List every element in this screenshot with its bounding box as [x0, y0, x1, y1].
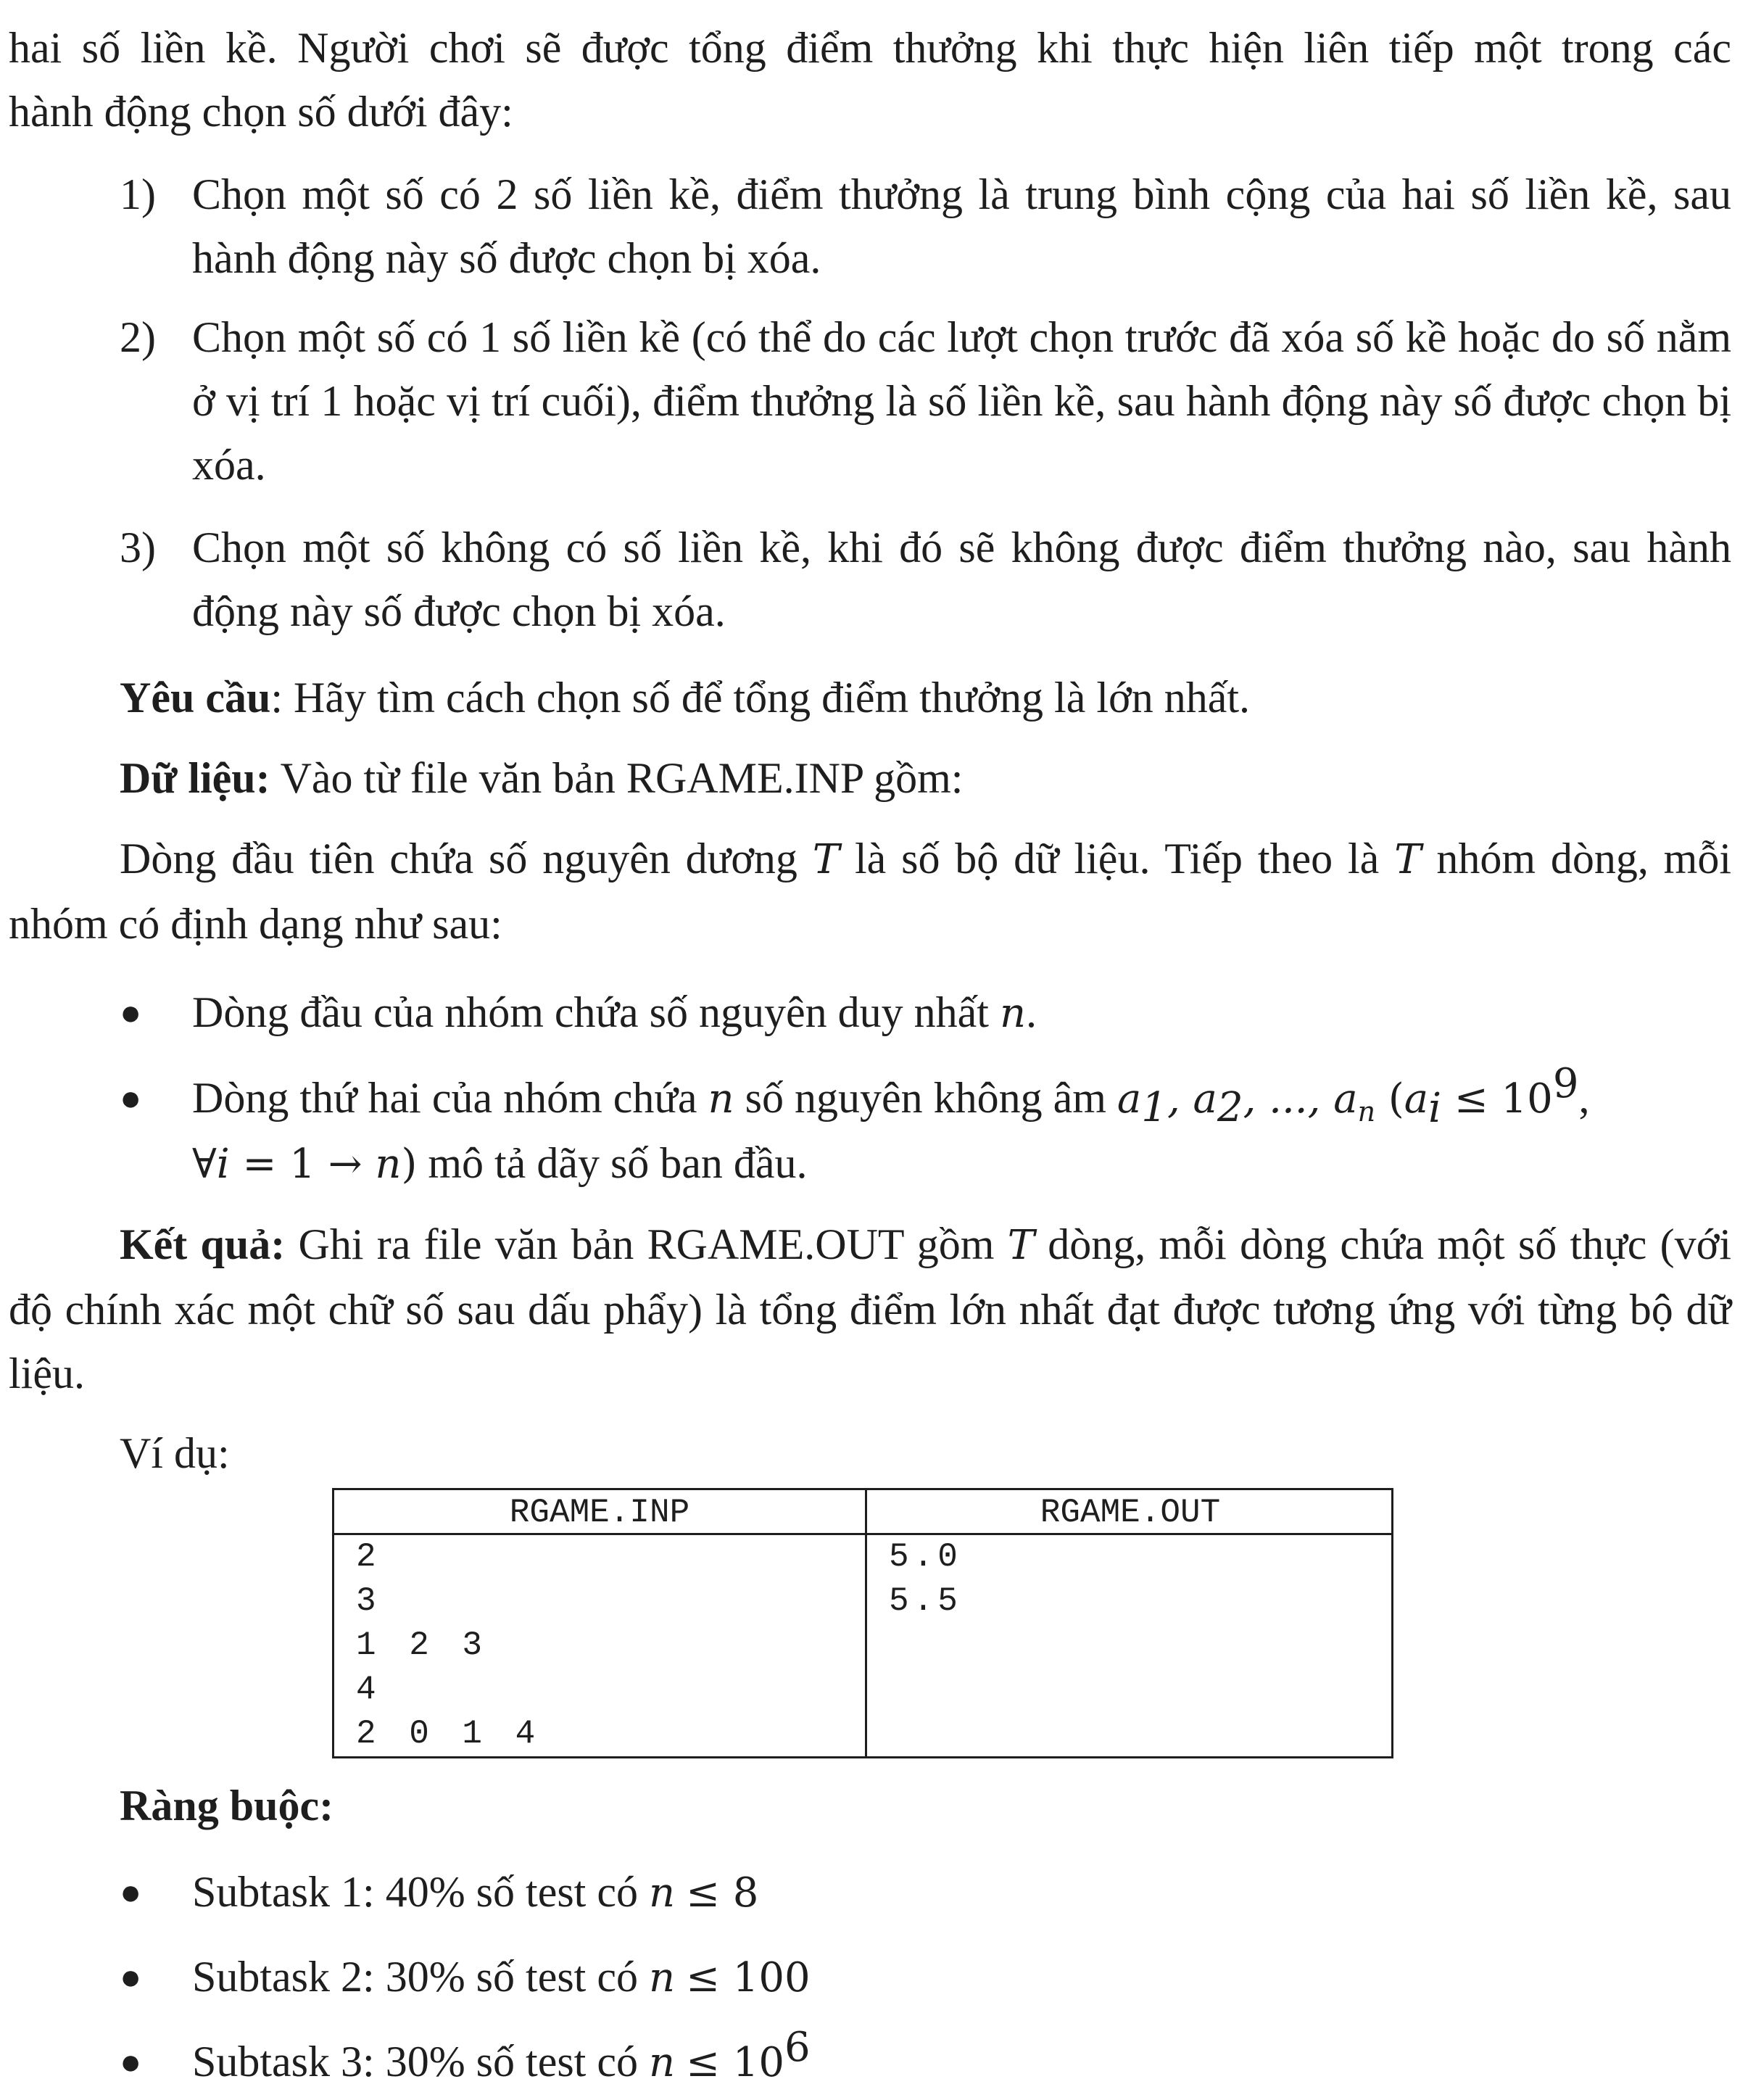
bullet-icon: ●: [120, 1956, 142, 1997]
sample-line: 2: [356, 1538, 376, 1576]
bullet-icon: ●: [120, 992, 142, 1033]
var-n: n: [375, 1141, 402, 1188]
sample-line: 2 0 1 4: [356, 1715, 536, 1753]
subtask-text: [192, 2024, 1731, 2095]
subtask-label: Subtask 2: 30% số test có: [192, 1953, 649, 2001]
output-sample: [867, 1535, 1393, 1624]
var-T: T: [1394, 836, 1422, 883]
var-n: n: [648, 2039, 676, 2086]
input-desc-part: là số bộ dữ liệu. Tiếp theo là: [840, 835, 1395, 882]
subscript: 1: [1141, 1084, 1167, 1132]
sample-line: 3: [356, 1582, 376, 1620]
var-i: i: [216, 1141, 230, 1188]
sample-line: 1 2 3: [356, 1626, 483, 1664]
bullet-icon: ●: [120, 2041, 142, 2082]
separator: , ...,: [1243, 1075, 1334, 1123]
subscript: n: [1357, 1096, 1376, 1128]
bullet-text-part: Dòng thứ hai của nhóm chứa: [192, 1074, 708, 1122]
var-n: n: [648, 1869, 676, 1917]
subtask-text: [192, 1945, 1731, 2010]
comma: ,: [1578, 1074, 1590, 1122]
bullet-text: [192, 980, 1731, 1046]
input-header: RGAME.INP: [334, 1490, 865, 1535]
var-n: n: [999, 990, 1027, 1037]
separator: ,: [1167, 1075, 1193, 1123]
bullet-text-part: số nguyên không âm: [734, 1074, 1117, 1122]
action-text: Chọn một số không có số liền kề, khi đó sẽ không được điểm thưởng nào, sau hành động này số được chọn bị xóa.: [192, 524, 1731, 635]
intro-line-2: hành động chọn số dưới đây:: [9, 88, 513, 136]
paren: (: [1375, 1075, 1404, 1123]
var-a: a: [1193, 1075, 1217, 1123]
input-description: [9, 827, 1731, 956]
var-a: a: [1404, 1075, 1429, 1123]
subtask-bound: ≤ 10: [686, 2039, 785, 2086]
bullet-icon: ●: [120, 1872, 142, 1912]
action-marker: 2): [120, 313, 156, 361]
requirement-text: : Hãy tìm cách chọn số để tổng điểm thưởng là lớn nhất.: [270, 674, 1251, 722]
output-label: Kết quả:: [120, 1220, 286, 1268]
input-column: [334, 1490, 867, 1756]
output-text-part: dòng, mỗi dòng chứa một số thực (với độ chính xác một chữ số sau dấu phẩy) là tổng điểm lớn nhất đạt được tương ứng với từng bộ dữ liệu.: [9, 1220, 1731, 1397]
subscript: 2: [1217, 1084, 1243, 1132]
output-text-part: Ghi ra file văn bản RGAME.OUT gồm: [285, 1220, 1008, 1268]
bullet-text-part: .: [1026, 988, 1037, 1036]
input-desc-part: nhóm dòng, mỗi nhóm có định dạng như sau:: [9, 835, 1732, 948]
subtask-label: Subtask 1: 40% số test có: [192, 1868, 649, 1916]
output-column: [867, 1490, 1393, 1756]
subtask-text: [192, 1860, 1731, 1925]
action-marker: 1): [120, 170, 156, 218]
subscript: i: [1428, 1085, 1442, 1132]
intro-line-1: hai số liền kề. Người chơi sẽ được tổng điểm thưởng khi thực hiện liên tiếp một trong các: [9, 24, 1731, 72]
bullet-text-part: mô tả dãy số ban đầu.: [417, 1139, 808, 1187]
sample-line: 5.5: [889, 1582, 962, 1620]
subtask-bound: ≤ 8: [686, 1869, 759, 1917]
forall-symbol: ∀: [192, 1141, 217, 1188]
input-heading: [120, 746, 1731, 810]
action-marker: 3): [120, 524, 156, 571]
bullet-text: [192, 1060, 1731, 1196]
input-file-text: Vào từ file văn bản RGAME.INP gồm:: [270, 754, 964, 802]
example-table: [332, 1488, 1393, 1758]
requirement-label: Yêu cầu: [120, 674, 271, 722]
var-T: T: [1007, 1222, 1035, 1269]
sample-line: 5.0: [889, 1538, 962, 1576]
superscript: 9: [1552, 1060, 1579, 1107]
constraints-label: Ràng buộc:: [120, 1782, 334, 1830]
requirement-paragraph: [120, 666, 1731, 729]
intro-paragraph: [9, 16, 1731, 144]
output-header: RGAME.OUT: [867, 1490, 1393, 1535]
input-desc-part: Dòng đầu tiên chứa số nguyên dương: [120, 835, 813, 882]
input-label: Dữ liệu:: [120, 754, 270, 802]
var-T: T: [812, 836, 840, 883]
action-text: Chọn một số có 2 số liền kề, điểm thưởng là trung bình cộng của hai số liền kề, sau hành động này số được chọn bị xóa.: [192, 170, 1731, 282]
example-label: Ví dụ:: [120, 1429, 230, 1477]
subtask-label: Subtask 3: 30% số test có: [192, 2038, 649, 2085]
math-range: = 1 →: [229, 1141, 376, 1188]
var-n: n: [708, 1075, 734, 1123]
subtask-bound: ≤ 100: [686, 1954, 811, 2001]
superscript: 6: [784, 2024, 811, 2071]
var-a: a: [1116, 1075, 1142, 1123]
var-a: a: [1333, 1075, 1358, 1123]
var-n: n: [648, 1954, 676, 2001]
paren: ): [401, 1141, 418, 1188]
action-text: Chọn một số có 1 số liền kề (có thể do các lượt chọn trước đã xóa số kề hoặc do số nằm ở vị trí 1 hoặc vị trí cuối), điểm thưởng là số liền kề, sau hành động này số được chọn bị xóa.: [192, 313, 1731, 489]
input-sample: [334, 1535, 865, 1756]
output-paragraph: [9, 1212, 1731, 1405]
bullet-text-part: Dòng đầu của nhóm chứa số nguyên duy nhất: [192, 988, 1000, 1036]
sample-line: 4: [356, 1671, 376, 1708]
math-sequence: [1116, 1075, 1376, 1132]
constraints-heading: [120, 1774, 1731, 1838]
math-le: ≤ 10: [1441, 1075, 1553, 1123]
bullet-icon: ●: [120, 1078, 142, 1118]
